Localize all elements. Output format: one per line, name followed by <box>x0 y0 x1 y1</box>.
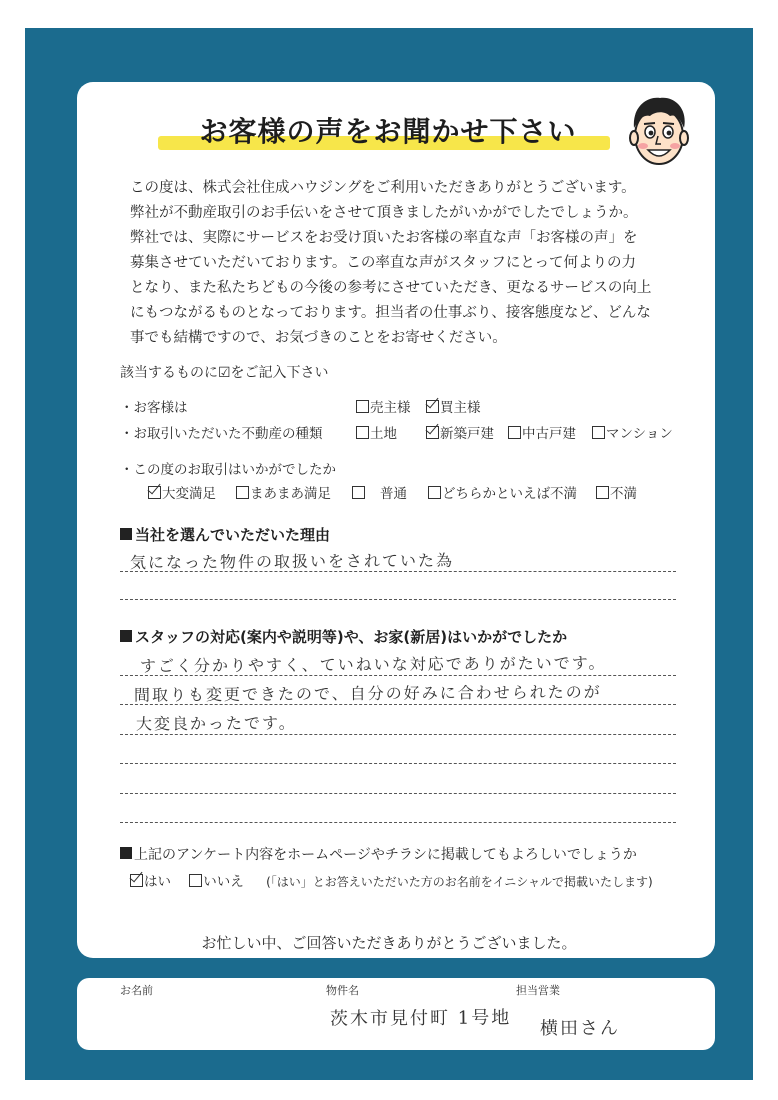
property-value: 茨木市見付町 1号地 <box>329 1007 512 1030</box>
answer-line <box>120 571 676 572</box>
question-label: ・この度のお取引はいかがでしたか <box>120 462 336 478</box>
sales-value: 横田さん <box>539 1017 621 1040</box>
square-bullet-icon <box>120 630 132 642</box>
intro-line: となり、また私たちどもの今後の参考にさせていただき、更なるサービスの向上 <box>130 280 652 296</box>
checkbox-icon <box>592 426 605 439</box>
answer-line <box>120 734 676 735</box>
question-property-type <box>120 422 680 442</box>
staff-answer-line: 大変良かったです。 <box>135 713 297 734</box>
square-bullet-icon <box>120 528 132 540</box>
checkbox-icon <box>352 486 365 499</box>
option-land[interactable]: 土地 <box>356 422 397 442</box>
checkbox-icon <box>356 400 369 413</box>
intro-line: 弊社が不動産取引のお手伝いをさせて頂きましたがいかがでしたでしょうか。 <box>130 205 638 221</box>
instruction-text: 該当するものに☑をご記入下さい <box>120 365 329 381</box>
answer-line <box>120 599 676 600</box>
consent-options <box>130 870 653 890</box>
answer-line <box>120 822 676 823</box>
square-bullet-icon <box>120 847 132 859</box>
option-somewhat-dissatisfied[interactable]: どちらかといえば不満 <box>428 482 577 502</box>
consent-yes-option[interactable]: はい <box>130 874 171 890</box>
intro-line: にもつながるものとなっております。担当者の仕事ぶり、接客態度など、どんな <box>130 305 651 321</box>
answer-line <box>120 675 676 676</box>
thanks-message: お忙しい中、ご回答いただきありがとうございました。 <box>201 934 577 952</box>
staff-heading: スタッフの対応(案内や説明等)や、お家(新居)はいかがでしたか <box>120 626 567 647</box>
option-new-house[interactable]: 新築戸建 <box>426 422 494 442</box>
option-buyer[interactable]: 買主様 <box>426 396 481 416</box>
option-very-satisfied[interactable]: 大変満足 <box>148 482 216 502</box>
answer-line <box>120 704 676 705</box>
option-somewhat-satisfied[interactable]: まあまあ満足 <box>236 482 331 502</box>
staff-answer-line: すごく分かりやすく、ていねいな対応でありがたいです。 <box>139 653 607 676</box>
consent-note: (「はい」とお答えいただいた方のお名前をイニシャルで掲載いたします) <box>266 875 653 889</box>
question-customer-type <box>120 396 680 416</box>
checkbox-icon <box>508 426 521 439</box>
satisfaction-options <box>148 482 688 502</box>
intro-line: 弊社では、実際にサービスをお受け頂いたお客様の率直な声「お客様の声」を <box>130 230 638 246</box>
checkbox-icon <box>189 874 202 887</box>
answer-line <box>120 793 676 794</box>
question-label: ・お取引いただいた不動産の種類 <box>120 426 323 442</box>
checked-checkbox-icon <box>426 400 439 413</box>
question-label: ・お客様は <box>120 400 188 416</box>
consent-no-option[interactable]: いいえ <box>189 874 244 890</box>
checked-checkbox-icon <box>426 426 439 439</box>
intro-line: 事でも結構ですので、お気づきのことをお寄せください。 <box>130 330 507 346</box>
property-label: 物件名 <box>326 984 359 997</box>
smiling-man-icon <box>624 92 694 170</box>
consent-heading: 上記のアンケート内容をホームページやチラシに掲載してもよろしいでしょうか <box>120 844 637 864</box>
question-satisfaction <box>120 458 680 478</box>
option-used-house[interactable]: 中古戸建 <box>508 422 576 442</box>
reason-heading: 当社を選んでいただいた理由 <box>120 524 330 545</box>
checkbox-icon <box>356 426 369 439</box>
option-seller[interactable]: 売主様 <box>356 396 411 416</box>
checked-checkbox-icon <box>130 874 143 887</box>
reason-answer-line: 気になった物件の取扱いをされていた為 <box>129 550 455 573</box>
page-title: お客様の声をお聞かせ下さい <box>199 115 577 148</box>
intro-line: 募集させていただいております。この率直な声がスタッフにとって何よりの力 <box>130 255 637 271</box>
checkbox-icon <box>596 486 609 499</box>
option-neutral[interactable]: 普通 <box>352 482 407 502</box>
title-area <box>158 110 618 156</box>
staff-answer-line: 間取りも変更できたので、自分の好みに合わせられたのが <box>133 682 602 705</box>
intro-line: この度は、株式会社住成ハウジングをご利用いただきありがとうございます。 <box>130 180 636 196</box>
option-mansion[interactable]: マンション <box>592 422 673 442</box>
checked-checkbox-icon <box>148 486 161 499</box>
option-dissatisfied[interactable]: 不満 <box>596 482 637 502</box>
name-label: お名前 <box>120 984 153 997</box>
checkbox-icon <box>236 486 249 499</box>
intro-text <box>130 176 690 351</box>
answer-line <box>120 763 676 764</box>
sales-label: 担当営業 <box>516 984 560 997</box>
checkbox-icon <box>428 486 441 499</box>
